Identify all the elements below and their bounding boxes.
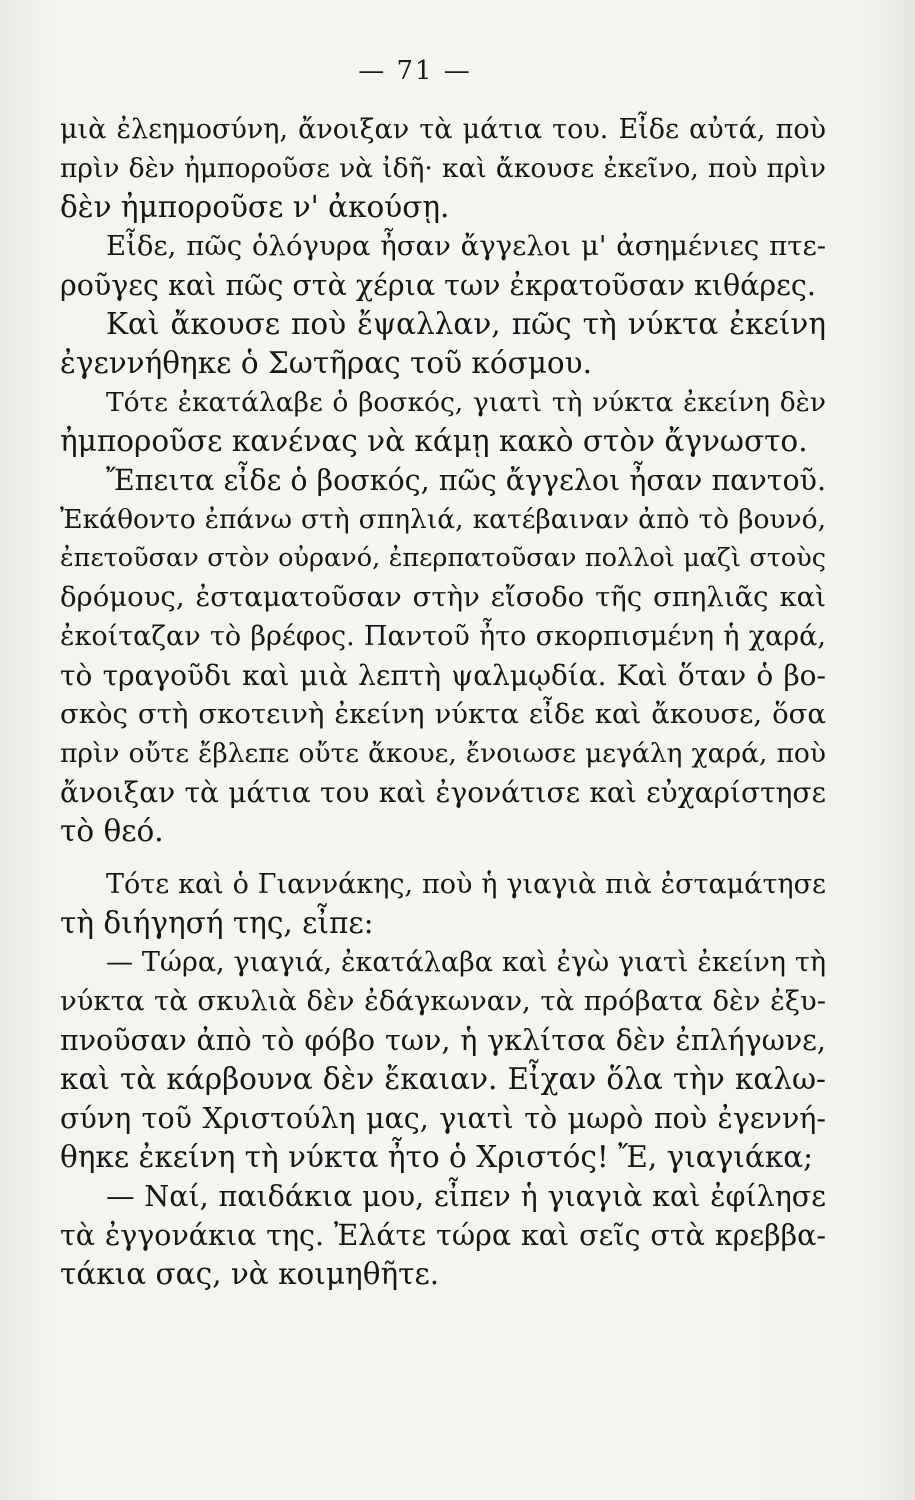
text-line: Εἶδε, πῶς ὁλόγυρα ἦσαν ἄγγελοι μ' ἀσημένιες πτε- xyxy=(106,230,826,262)
text-line: Καὶ ἄκουσε ποὺ ἔψαλλαν, πῶς τὴ νύκτα ἐκείνη xyxy=(106,307,826,341)
text-line: τάκια σας, νὰ κοιμηθῆτε. xyxy=(60,1257,440,1291)
text-line: καὶ τὰ κάρβουνα δὲν ἔκαιαν. Εἶχαν ὅλα τὴν καλω- xyxy=(60,1062,826,1096)
text-line: δρόμους, ἐσταματοῦσαν στὴν εἴσοδο τῆς σπηλιᾶς καὶ xyxy=(60,581,826,613)
text-line: τὴ διήγησή της, εἶπε: xyxy=(60,906,374,940)
text-line: ἐγεννήθηκε ὁ Σωτῆρας τοῦ κόσμου. xyxy=(60,346,592,380)
text-line: σκὸς στὴ σκοτεινὴ ἐκείνη νύκτα εἶδε καὶ ἄκουσε, ὅσα xyxy=(60,698,826,730)
text-line: ροῦγες καὶ πῶς στὰ χέρια των ἐκρατοῦσαν κιθάρες. xyxy=(60,269,816,302)
text-line: θηκε ἐκείνη τὴ νύκτα ἦτο ὁ Χριστός! Ἔ, γιαγιάκα; xyxy=(60,1140,814,1174)
text-line: ἄνοιξαν τὰ μάτια του καὶ ἐγονάτισε καὶ εὐχαρίστησε xyxy=(60,776,826,809)
text-line: σύνη τοῦ Χριστούλη μας, γιατὶ τὸ μωρὸ ποὺ ἐγεννή- xyxy=(60,1102,826,1135)
text-line: πρὶν δὲν ἠμποροῦσε νὰ ἰδῆ· καὶ ἄκουσε ἐκεῖνο, ποὺ πρὶν xyxy=(60,153,826,184)
page-number: — 71 — xyxy=(358,56,472,86)
text-line: νύκτα τὰ σκυλιὰ δὲν ἐδάγκωναν, τὰ πρόβατα δὲν ἐξυ- xyxy=(60,985,826,1017)
text-line: πνοῦσαν ἀπὸ τὸ φόβο των, ἡ γκλίτσα δὲν ἐπλήγωνε, xyxy=(60,1024,826,1057)
text-line: δὲν ἠμποροῦσε ν' ἀκούσῃ. xyxy=(60,190,450,224)
text-line: ἐκοίταζαν τὸ βρέφος. Παντοῦ ἦτο σκορπισμένη ἡ χαρά, xyxy=(60,621,826,652)
text-line: Τότε ἐκατάλαβε ὁ βοσκός, γιατὶ τὴ νύκτα ἐκείνη δὲν xyxy=(106,387,826,418)
text-line: Τότε καὶ ὁ Γιαννάκης, ποὺ ἡ γιαγιὰ πιὰ ἐσταμάτησε xyxy=(106,869,826,900)
text-line: μιὰ ἐλεημοσύνη, ἄνοιξαν τὰ μάτια του. Εἶδε αὐτά, ποὺ xyxy=(60,114,826,145)
text-line: Ἐκάθοντο ἐπάνω στὴ σπηλιά, κατέβαιναν ἀπὸ τὸ βουνό, xyxy=(60,504,826,535)
text-line: τὰ ἐγγονάκια της. Ἐλάτε τώρα καὶ σεῖς στὰ κρεββα- xyxy=(60,1219,826,1252)
text-line: Ἔπειτα εἶδε ὁ βοσκός, πῶς ἄγγελοι ἦσαν παντοῦ. xyxy=(106,464,827,497)
text-line: ἐπετοῦσαν στὸν οὐρανό, ἐπερπατοῦσαν πολλοὶ μαζὶ στοὺς xyxy=(60,543,826,573)
text-line: — Ναί, παιδάκια μου, εἶπεν ἡ γιαγιὰ καὶ ἐφίλησε xyxy=(106,1180,826,1213)
paragraph-gap xyxy=(60,851,826,865)
text-line: ἠμποροῦσε κανένας νὰ κάμῃ κακὸ στὸν ἄγνωστο. xyxy=(60,424,808,458)
text-line: πρὶν οὔτε ἔβλεπε οὔτε ἄκουε, ἔνοιωσε μεγάλη χαρά, ποὺ xyxy=(60,738,826,769)
text-line: — Τώρα, γιαγιά, ἐκατάλαβα καὶ ἐγὼ γιατὶ ἐκείνη τὴ xyxy=(106,947,826,978)
text-line: τὸ θεό. xyxy=(60,814,164,848)
text-line: τὸ τραγοῦδι καὶ μιὰ λεπτὴ ψαλμῳδία. Καὶ ὅταν ὁ βο- xyxy=(60,659,826,692)
body-text xyxy=(60,110,826,1294)
